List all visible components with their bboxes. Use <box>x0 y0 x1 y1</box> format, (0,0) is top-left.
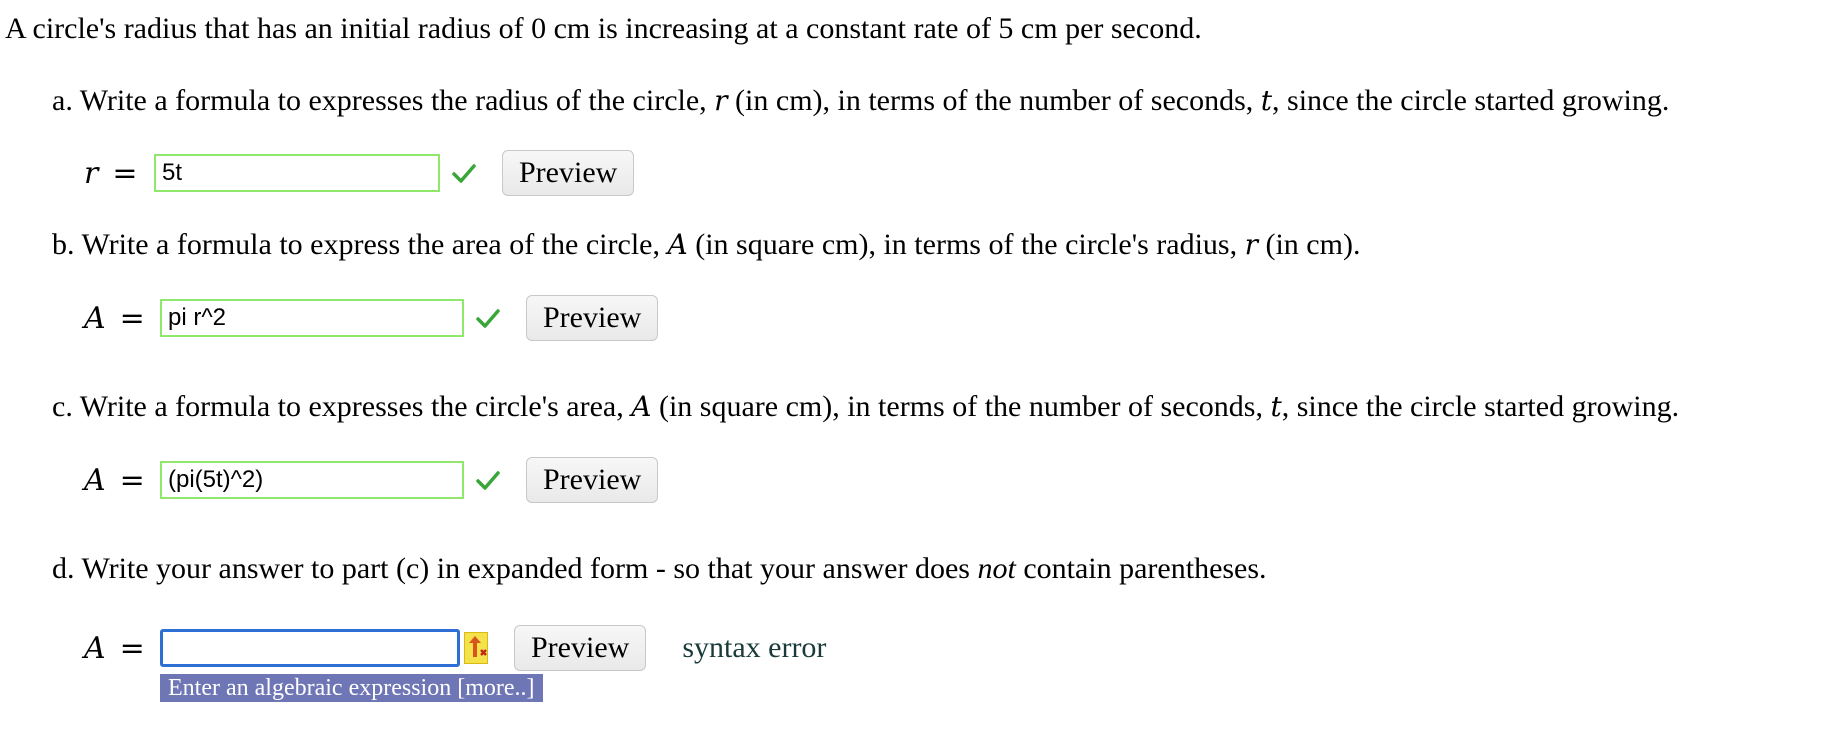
answer-b-lhs: A = <box>84 300 145 336</box>
warning-arrow-icon[interactable] <box>464 632 488 664</box>
preview-button-b[interactable]: Preview <box>526 295 658 341</box>
preview-button-c[interactable]: Preview <box>526 457 658 503</box>
answer-a-lhs: r = <box>84 155 138 191</box>
question-c-suffix: , since the circle started growing. <box>1281 390 1680 423</box>
question-a-suffix: , since the circle started growing. <box>1272 84 1670 117</box>
input-hint-tooltip[interactable]: Enter an algebraic expression [more..] <box>160 674 543 702</box>
preview-button-d[interactable]: Preview <box>514 625 646 671</box>
answer-row-a <box>84 149 634 197</box>
variable-r: r <box>1244 228 1258 261</box>
check-icon <box>452 163 476 183</box>
question-a-prefix: a. Write a formula to expresses the radius of the circle, <box>52 84 715 117</box>
answer-row-b <box>84 294 658 342</box>
question-a-mid: (in cm), in terms of the number of seconds, <box>727 84 1261 117</box>
question-b <box>52 228 1360 262</box>
question-d <box>52 552 1267 586</box>
question-d-prefix: d. Write your answer to part (c) in expanded form - so that your answer does <box>52 552 978 585</box>
variable-a: A <box>667 228 688 261</box>
question-a <box>52 84 1669 118</box>
answer-a-input[interactable] <box>154 154 440 192</box>
question-c-mid: (in square cm), in terms of the number of seconds, <box>651 390 1271 423</box>
problem-statement: A circle's radius that has an initial radius of 0 cm is increasing at a constant rate of 5 cm per second. <box>5 12 1202 45</box>
question-c <box>52 390 1679 424</box>
answer-row-d <box>84 624 826 672</box>
question-d-emphasis: not <box>977 552 1016 585</box>
check-icon <box>476 470 500 490</box>
question-d-suffix: contain parentheses. <box>1015 552 1267 585</box>
check-icon <box>476 308 500 328</box>
answer-row-c <box>84 456 658 504</box>
variable-r: r <box>714 84 728 117</box>
question-b-mid: (in square cm), in terms of the circle's radius, <box>687 228 1245 261</box>
variable-a: A <box>631 390 652 423</box>
preview-button-a[interactable]: Preview <box>502 150 634 196</box>
variable-t: t <box>1260 84 1273 117</box>
answer-d-lhs: A = <box>84 630 145 666</box>
answer-c-input[interactable] <box>160 461 464 499</box>
question-b-suffix: (in cm). <box>1257 228 1361 261</box>
answer-d-input[interactable] <box>160 629 460 667</box>
answer-c-lhs: A = <box>84 462 145 498</box>
error-message: syntax error <box>682 631 827 664</box>
variable-t: t <box>1270 390 1282 423</box>
question-c-prefix: c. Write a formula to expresses the circle's area, <box>52 390 632 423</box>
question-b-prefix: b. Write a formula to express the area of the circle, <box>52 228 668 261</box>
answer-b-input[interactable] <box>160 299 464 337</box>
